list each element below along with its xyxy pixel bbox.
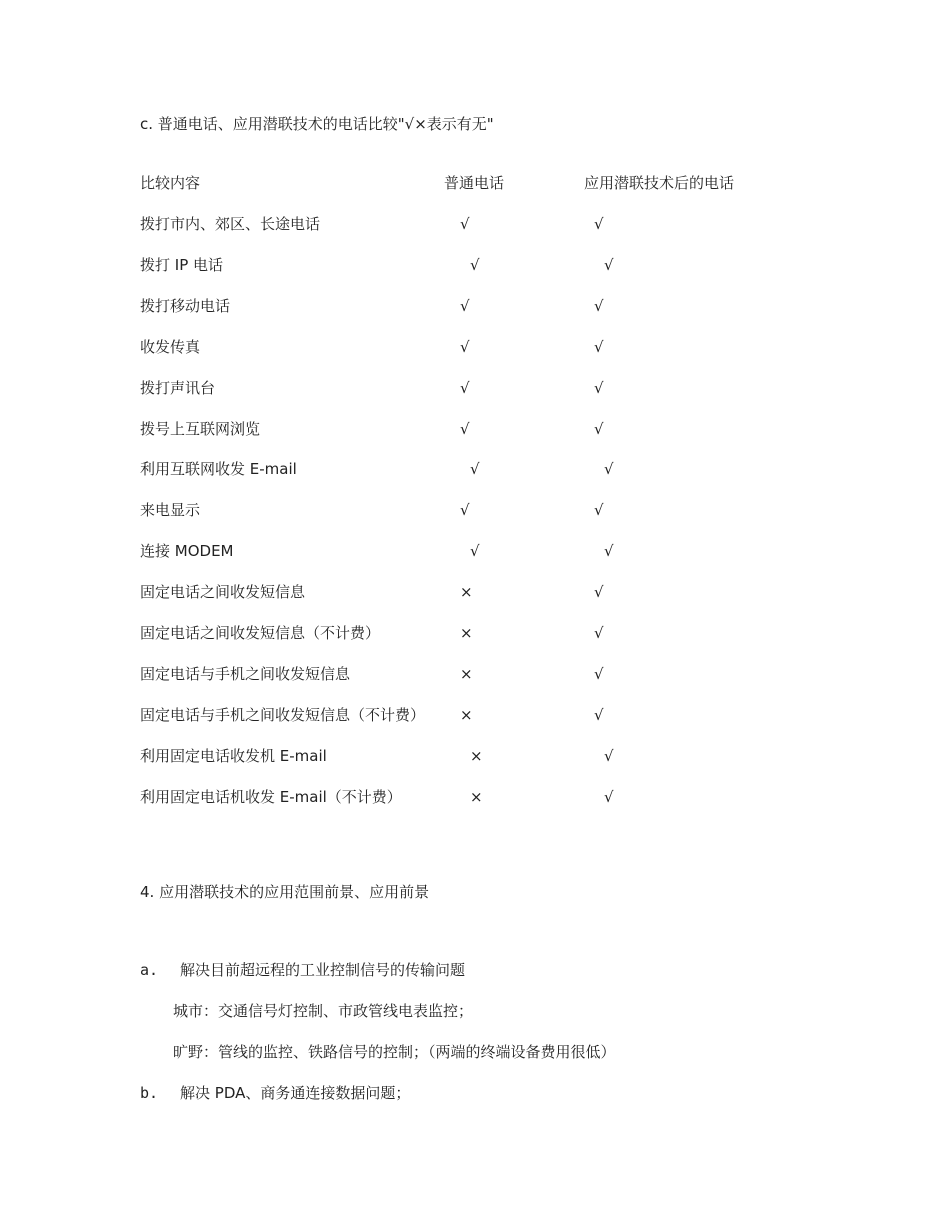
row-ordinary-mark: √	[460, 379, 470, 397]
row-latent-mark: √	[594, 706, 604, 724]
row-item-label: 连接 MODEM	[140, 542, 234, 560]
row-item-label: 固定电话之间收发短信息	[140, 583, 306, 601]
row-ordinary-mark: √	[470, 460, 480, 478]
row-latent-mark: √	[604, 542, 614, 560]
row-item-label: 收发传真	[140, 338, 201, 356]
row-latent-mark: √	[594, 338, 604, 356]
row-latent-mark: √	[594, 501, 604, 519]
list-item-text: 解决 PDA、商务通连接数据问题；	[180, 1084, 411, 1102]
row-ordinary-mark: √	[460, 297, 470, 315]
row-item-label: 利用互联网收发 E-mail	[140, 460, 297, 478]
row-latent-mark: √	[604, 747, 614, 765]
row-item-label: 拨打 IP 电话	[140, 256, 224, 274]
row-latent-mark: √	[604, 256, 614, 274]
row-item-label: 来电显示	[140, 501, 201, 519]
list-item-label: a.	[140, 961, 159, 979]
row-ordinary-mark: √	[460, 215, 470, 233]
row-latent-mark: √	[594, 379, 604, 397]
list-item-b	[140, 1083, 410, 1103]
list-item-text: 解决目前超远程的工业控制信号的传输问题	[180, 961, 466, 979]
page-title: c. 普通电话、应用潜联技术的电话比较"√×表示有无"	[140, 115, 494, 133]
section-heading: 4. 应用潜联技术的应用范围前景、应用前景	[140, 883, 430, 901]
list-subitem-city: 城市：交通信号灯控制、市政管线电表监控；	[173, 1002, 474, 1020]
row-ordinary-mark: √	[470, 542, 480, 560]
row-item-label: 拨打声讯台	[140, 379, 216, 397]
row-ordinary-mark: √	[460, 420, 470, 438]
list-subitem-field: 旷野：管线的监控、铁路信号的控制；（两端的终端设备费用很低）	[173, 1043, 616, 1061]
row-ordinary-mark: √	[470, 256, 480, 274]
row-ordinary-mark: √	[460, 501, 470, 519]
row-item-label: 固定电话与手机之间收发短信息（不计费）	[140, 706, 426, 724]
header-latent-phone: 应用潜联技术后的电话	[584, 174, 735, 192]
row-item-label: 拨打移动电话	[140, 297, 231, 315]
row-ordinary-mark: √	[460, 338, 470, 356]
row-latent-mark: √	[594, 665, 604, 683]
header-ordinary-phone: 普通电话	[444, 174, 505, 192]
row-latent-mark: √	[594, 624, 604, 642]
row-latent-mark: √	[594, 583, 604, 601]
row-item-label: 利用固定电话机收发 E-mail（不计费）	[140, 788, 402, 806]
list-item-a	[140, 960, 465, 980]
row-ordinary-mark: ×	[460, 583, 473, 601]
row-item-label: 拨打市内、郊区、长途电话	[140, 215, 321, 233]
row-latent-mark: √	[594, 215, 604, 233]
row-latent-mark: √	[604, 460, 614, 478]
row-ordinary-mark: ×	[460, 706, 473, 724]
row-item-label: 固定电话与手机之间收发短信息	[140, 665, 351, 683]
row-ordinary-mark: ×	[470, 788, 483, 806]
row-ordinary-mark: ×	[470, 747, 483, 765]
row-item-label: 利用固定电话收发机 E-mail	[140, 747, 327, 765]
row-item-label: 拨号上互联网浏览	[140, 420, 261, 438]
header-item: 比较内容	[140, 174, 201, 192]
row-latent-mark: √	[604, 788, 614, 806]
row-ordinary-mark: ×	[460, 665, 473, 683]
list-item-label: b.	[140, 1084, 159, 1102]
row-latent-mark: √	[594, 297, 604, 315]
row-ordinary-mark: ×	[460, 624, 473, 642]
row-item-label: 固定电话之间收发短信息（不计费）	[140, 624, 381, 642]
row-latent-mark: √	[594, 420, 604, 438]
